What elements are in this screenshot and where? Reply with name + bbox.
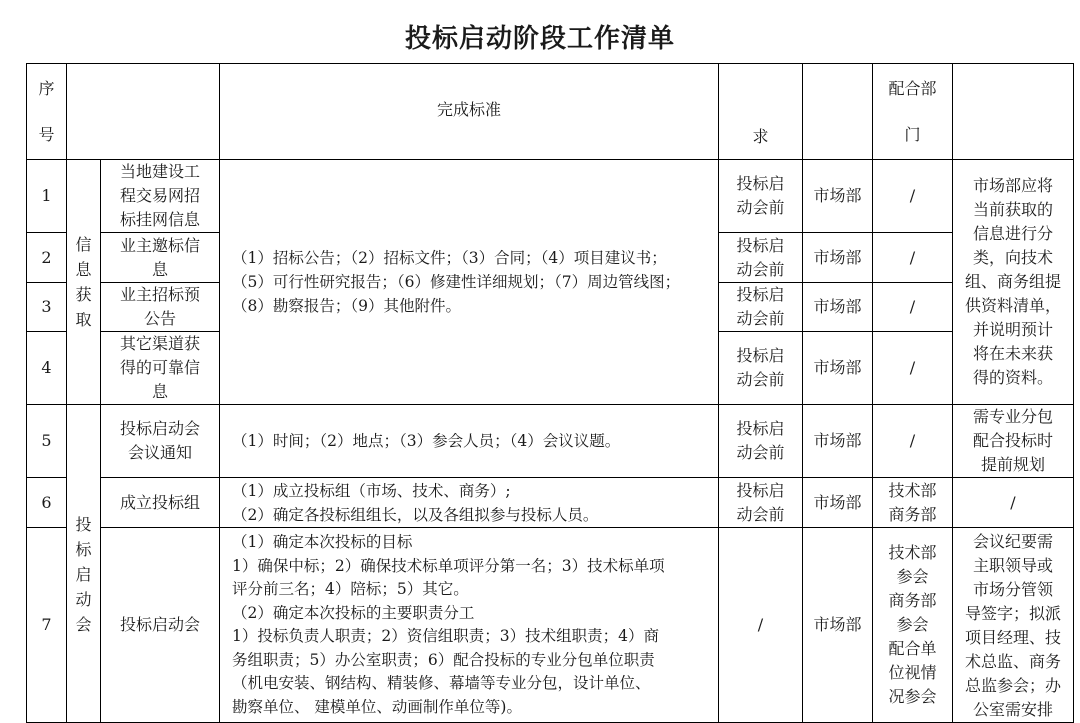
table-row	[27, 478, 1074, 528]
row-coop: /	[873, 405, 953, 478]
row-note: 会议纪要需 主职领导或 市场分管领 导签字；拟派 项目经理、技 术总监、商务 总监参会；办 公室需安排	[953, 528, 1074, 723]
row-item: 业主招标预 公告	[101, 283, 220, 332]
row-standard: （1）时间；（2）地点；（3）参会人员；（4）会议议题。	[220, 405, 719, 478]
row-no: 3	[27, 283, 67, 332]
row-timing: /	[719, 528, 803, 723]
row-item: 成立投标组	[101, 478, 220, 528]
row-timing: 投标启 动会前	[719, 283, 803, 332]
row-no: 5	[27, 405, 67, 478]
table-row	[27, 528, 1074, 723]
row-timing: 投标启 动会前	[719, 233, 803, 283]
row-item: 其它渠道获 得的可靠信 息	[101, 332, 220, 405]
header-row	[27, 64, 1074, 160]
table-row	[27, 160, 1074, 233]
row-no: 6	[27, 478, 67, 528]
row-note: /	[953, 478, 1074, 528]
row-dept: 市场部	[803, 478, 873, 528]
row-standard: （1）确定本次投标的目标 1）确保中标；2）确保技术标单项评分第一名；3）技术标单项 评分前三名；4）陪标；5）其它。 （2）确定本次投标的主要职责分工 1）投标负责人职责；2）资信组职责；3）技术组职责；4）商 务组职责；5）办公室职责；6）配合投标的专业分包单位职责 （机电安装、钢结构、精装修、幕墙等专业分包，设计单位、 勘察单位、 建模单位、动画制作单位等)。	[220, 528, 719, 723]
row-no: 1	[27, 160, 67, 233]
info-note: 市场部应将 当前获取的 信息进行分 类，向技术 组、商务组提 供资料清单， 并说明预计 将在未来获 得的资料。	[953, 160, 1074, 405]
header-dept: 配合部 门	[873, 64, 953, 160]
page-title: 投标启动阶段工作清单	[404, 24, 675, 54]
row-timing: 投标启 动会前	[719, 160, 803, 233]
header-req: 求	[719, 64, 803, 160]
row-item: 投标启动会	[101, 528, 220, 723]
header-blank	[67, 64, 220, 160]
group-label-kickoff: 投 标 启 动 会	[67, 405, 101, 723]
row-dept: 市场部	[803, 233, 873, 283]
row-dept: 市场部	[803, 283, 873, 332]
row-dept: 市场部	[803, 528, 873, 723]
row-coop: /	[873, 160, 953, 233]
row-timing: 投标启 动会前	[719, 478, 803, 528]
row-coop: 技术部 商务部	[873, 478, 953, 528]
info-standard: （1）招标公告；（2）招标文件；（3）合同；（4）项目建议书； （5）可行性研究报告；（6）修建性详细规划；（7）周边管线图； （8）勘察报告；（9）其他附件。	[220, 160, 719, 405]
header-blank-2	[803, 64, 873, 160]
row-note: 需专业分包 配合投标时 提前规划	[953, 405, 1074, 478]
row-dept: 市场部	[803, 405, 873, 478]
row-standard: （1）成立投标组（市场、技术、商务）; （2）确定各投标组组长，以及各组拟参与投标人员。	[220, 478, 719, 528]
row-dept: 市场部	[803, 332, 873, 405]
row-coop: /	[873, 233, 953, 283]
row-coop: 技术部 参会 商务部 参会 配合单 位视情 况参会	[873, 528, 953, 723]
group-label-info: 信 息 获 取	[67, 160, 101, 405]
header-no: 序 号	[27, 64, 67, 160]
worklist-table	[26, 63, 1074, 723]
row-no: 4	[27, 332, 67, 405]
row-timing: 投标启 动会前	[719, 405, 803, 478]
row-no: 7	[27, 528, 67, 723]
row-dept: 市场部	[803, 160, 873, 233]
table-row	[27, 405, 1074, 478]
row-coop: /	[873, 332, 953, 405]
header-standard: 完成标准	[220, 64, 719, 160]
row-no: 2	[27, 233, 67, 283]
row-item: 业主邀标信 息	[101, 233, 220, 283]
header-blank-3	[953, 64, 1074, 160]
row-timing: 投标启 动会前	[719, 332, 803, 405]
row-item: 当地建设工 程交易网招 标挂网信息	[101, 160, 220, 233]
row-coop: /	[873, 283, 953, 332]
row-item: 投标启动会 会议通知	[101, 405, 220, 478]
